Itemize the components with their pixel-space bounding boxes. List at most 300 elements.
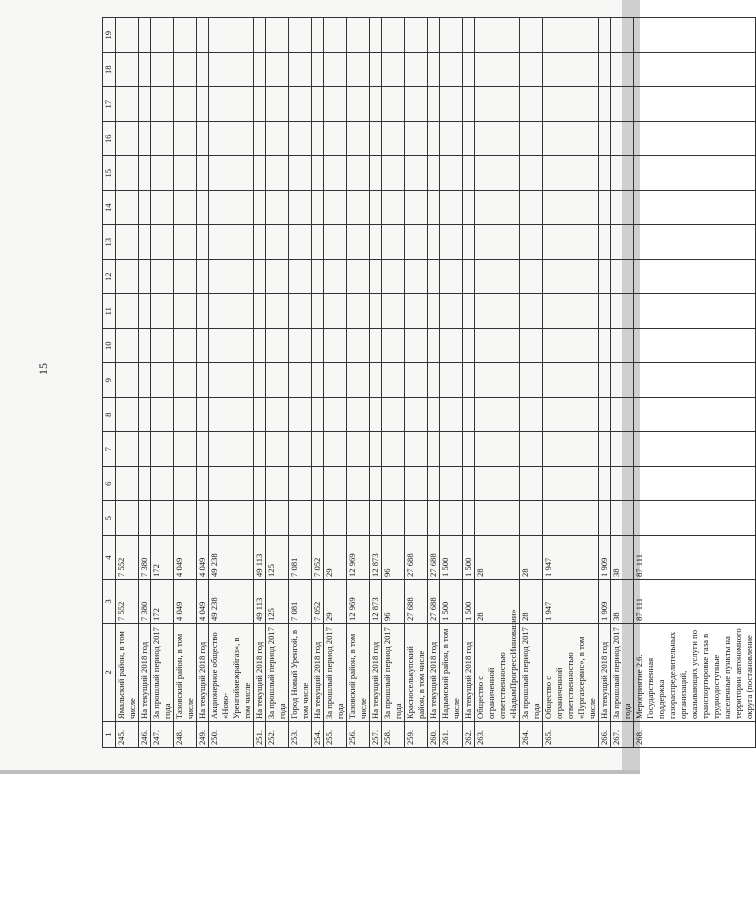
empty-cell	[312, 87, 324, 122]
empty-cell	[312, 225, 324, 260]
empty-cell	[463, 432, 475, 467]
empty-cell	[174, 260, 197, 295]
column-header: 12	[103, 260, 116, 295]
empty-cell	[197, 501, 209, 536]
empty-cell	[174, 18, 197, 53]
empty-cell	[463, 87, 475, 122]
empty-cell	[599, 191, 611, 226]
empty-cell	[405, 432, 428, 467]
header-row	[103, 18, 116, 748]
empty-cell	[428, 363, 440, 398]
scan-edge	[0, 770, 640, 774]
empty-cell	[209, 501, 254, 536]
empty-cell	[116, 398, 139, 433]
empty-cell	[520, 225, 543, 260]
empty-cell	[382, 363, 405, 398]
empty-cell	[347, 122, 370, 157]
empty-cell	[543, 53, 599, 88]
value-col-3: 4 049	[197, 580, 209, 624]
empty-cell	[254, 191, 266, 226]
row-name: За прошлый период 2017 года	[151, 624, 174, 722]
empty-cell	[599, 467, 611, 502]
empty-cell	[543, 501, 599, 536]
empty-cell	[139, 501, 151, 536]
empty-cell	[520, 467, 543, 502]
empty-cell	[209, 18, 254, 53]
empty-cell	[543, 398, 599, 433]
empty-cell	[405, 260, 428, 295]
empty-cell	[370, 225, 382, 260]
empty-cell	[382, 53, 405, 88]
value-col-3: 27 688	[405, 580, 428, 624]
empty-cell	[611, 18, 634, 53]
value-col-4: 12 873	[370, 536, 382, 580]
empty-cell	[209, 225, 254, 260]
table-row	[347, 18, 370, 748]
value-col-3: 7 552	[116, 580, 139, 624]
table-row	[324, 18, 347, 748]
empty-cell	[324, 225, 347, 260]
value-col-3: 28	[475, 580, 520, 624]
empty-cell	[370, 260, 382, 295]
row-number: 264.	[520, 722, 543, 748]
table-row	[266, 18, 289, 748]
empty-cell	[611, 294, 634, 329]
empty-cell	[463, 18, 475, 53]
empty-cell	[289, 398, 312, 433]
empty-cell	[347, 53, 370, 88]
empty-cell	[347, 329, 370, 364]
empty-cell	[197, 122, 209, 157]
empty-cell	[475, 432, 520, 467]
empty-cell	[254, 501, 266, 536]
value-col-3: 7 380	[139, 580, 151, 624]
empty-cell	[266, 122, 289, 157]
empty-cell	[324, 53, 347, 88]
empty-cell	[289, 87, 312, 122]
empty-cell	[440, 191, 463, 226]
empty-cell	[599, 53, 611, 88]
value-col-4: 7 052	[312, 536, 324, 580]
empty-cell	[634, 432, 756, 467]
empty-cell	[347, 260, 370, 295]
empty-cell	[440, 18, 463, 53]
value-col-4: 38	[611, 536, 634, 580]
empty-cell	[324, 294, 347, 329]
empty-cell	[116, 53, 139, 88]
empty-cell	[174, 122, 197, 157]
empty-cell	[116, 87, 139, 122]
empty-cell	[209, 467, 254, 502]
empty-cell	[324, 191, 347, 226]
row-name: Мероприятие 2.6. Государственная поддержка газораспределительных организаций, оказывающих услуги по транспортировке газа в труднодоступные населенные пункты на территории автономного округа (постановление	[634, 624, 756, 722]
empty-cell	[289, 53, 312, 88]
empty-cell	[543, 18, 599, 53]
column-header: 19	[103, 18, 116, 53]
empty-cell	[382, 467, 405, 502]
empty-cell	[151, 53, 174, 88]
row-number: 256.	[347, 722, 370, 748]
empty-cell	[440, 225, 463, 260]
column-header: 5	[103, 501, 116, 536]
row-number: 250.	[209, 722, 254, 748]
row-name: Акционерное общество «Ново-Уренгоймежрайгаз», в том числе	[209, 624, 254, 722]
table-row	[520, 18, 543, 748]
empty-cell	[405, 501, 428, 536]
row-name: За прошлый период 2017 года	[382, 624, 405, 722]
empty-cell	[324, 398, 347, 433]
empty-cell	[405, 18, 428, 53]
row-number: 267.	[611, 722, 634, 748]
value-col-4: 28	[475, 536, 520, 580]
empty-cell	[440, 467, 463, 502]
empty-cell	[475, 467, 520, 502]
table-row	[254, 18, 266, 748]
value-col-3: 49 113	[254, 580, 266, 624]
value-col-4: 12 969	[347, 536, 370, 580]
empty-cell	[139, 398, 151, 433]
row-name: За прошлый период 2017 года	[611, 624, 634, 722]
empty-cell	[266, 53, 289, 88]
empty-cell	[312, 18, 324, 53]
empty-cell	[370, 501, 382, 536]
value-col-4: 7 552	[116, 536, 139, 580]
empty-cell	[151, 432, 174, 467]
empty-cell	[428, 260, 440, 295]
empty-cell	[197, 53, 209, 88]
empty-cell	[634, 191, 756, 226]
empty-cell	[347, 398, 370, 433]
empty-cell	[312, 432, 324, 467]
empty-cell	[475, 156, 520, 191]
empty-cell	[543, 156, 599, 191]
empty-cell	[634, 329, 756, 364]
empty-cell	[139, 260, 151, 295]
empty-cell	[428, 122, 440, 157]
empty-cell	[266, 432, 289, 467]
empty-cell	[475, 18, 520, 53]
empty-cell	[611, 122, 634, 157]
value-col-4: 49 113	[254, 536, 266, 580]
column-header: 10	[103, 329, 116, 364]
empty-cell	[151, 260, 174, 295]
row-name: Надымский район, в том числе	[440, 624, 463, 722]
empty-cell	[463, 225, 475, 260]
empty-cell	[266, 156, 289, 191]
row-number: 261.	[440, 722, 463, 748]
empty-cell	[254, 122, 266, 157]
empty-cell	[289, 363, 312, 398]
empty-cell	[611, 501, 634, 536]
empty-cell	[312, 467, 324, 502]
column-header: 2	[103, 624, 116, 722]
empty-cell	[405, 53, 428, 88]
empty-cell	[324, 329, 347, 364]
empty-cell	[370, 191, 382, 226]
empty-cell	[254, 398, 266, 433]
page-number: 15	[36, 363, 50, 375]
empty-cell	[347, 294, 370, 329]
empty-cell	[347, 18, 370, 53]
empty-cell	[151, 156, 174, 191]
empty-cell	[611, 398, 634, 433]
empty-cell	[428, 87, 440, 122]
column-header: 14	[103, 191, 116, 226]
empty-cell	[382, 225, 405, 260]
empty-cell	[209, 294, 254, 329]
empty-cell	[634, 53, 756, 88]
empty-cell	[289, 122, 312, 157]
empty-cell	[174, 53, 197, 88]
value-col-3: 1 947	[543, 580, 599, 624]
empty-cell	[209, 87, 254, 122]
empty-cell	[266, 329, 289, 364]
empty-cell	[382, 156, 405, 191]
empty-cell	[599, 87, 611, 122]
empty-cell	[289, 432, 312, 467]
empty-cell	[611, 260, 634, 295]
empty-cell	[405, 363, 428, 398]
empty-cell	[611, 432, 634, 467]
empty-cell	[209, 363, 254, 398]
empty-cell	[151, 122, 174, 157]
empty-cell	[139, 53, 151, 88]
empty-cell	[599, 294, 611, 329]
empty-cell	[440, 432, 463, 467]
row-number: 254.	[312, 722, 324, 748]
table-row	[475, 18, 520, 748]
value-col-4: 4 049	[174, 536, 197, 580]
empty-cell	[197, 398, 209, 433]
column-header: 3	[103, 580, 116, 624]
rotated-table-container	[102, 20, 754, 748]
empty-cell	[116, 260, 139, 295]
empty-cell	[289, 18, 312, 53]
empty-cell	[254, 363, 266, 398]
empty-cell	[116, 225, 139, 260]
empty-cell	[428, 501, 440, 536]
empty-cell	[209, 53, 254, 88]
empty-cell	[440, 156, 463, 191]
empty-cell	[405, 294, 428, 329]
row-number: 245.	[116, 722, 139, 748]
empty-cell	[428, 467, 440, 502]
empty-cell	[475, 122, 520, 157]
empty-cell	[289, 467, 312, 502]
empty-cell	[151, 501, 174, 536]
empty-cell	[312, 53, 324, 88]
empty-cell	[289, 156, 312, 191]
empty-cell	[254, 225, 266, 260]
row-number: 255.	[324, 722, 347, 748]
row-number: 257.	[370, 722, 382, 748]
empty-cell	[312, 122, 324, 157]
empty-cell	[151, 467, 174, 502]
empty-cell	[611, 363, 634, 398]
table-body	[116, 18, 756, 748]
empty-cell	[382, 432, 405, 467]
column-header: 11	[103, 294, 116, 329]
row-name: На текущий 2018 год	[370, 624, 382, 722]
row-number: 258.	[382, 722, 405, 748]
empty-cell	[634, 156, 756, 191]
empty-cell	[405, 398, 428, 433]
row-number: 266.	[599, 722, 611, 748]
row-name: За прошлый период 2017 года	[266, 624, 289, 722]
empty-cell	[599, 398, 611, 433]
value-col-4: 1 947	[543, 536, 599, 580]
empty-cell	[209, 329, 254, 364]
empty-cell	[139, 122, 151, 157]
empty-cell	[440, 122, 463, 157]
empty-cell	[324, 432, 347, 467]
row-name: На текущий 2018 год	[254, 624, 266, 722]
empty-cell	[197, 329, 209, 364]
empty-cell	[151, 225, 174, 260]
empty-cell	[428, 191, 440, 226]
empty-cell	[209, 398, 254, 433]
empty-cell	[599, 432, 611, 467]
value-col-3: 4 049	[174, 580, 197, 624]
empty-cell	[463, 294, 475, 329]
table-row	[197, 18, 209, 748]
empty-cell	[347, 501, 370, 536]
empty-cell	[197, 432, 209, 467]
empty-cell	[428, 225, 440, 260]
value-col-4: 96	[382, 536, 405, 580]
empty-cell	[116, 363, 139, 398]
empty-cell	[289, 294, 312, 329]
column-header: 13	[103, 225, 116, 260]
empty-cell	[440, 329, 463, 364]
empty-cell	[611, 87, 634, 122]
value-col-4: 27 688	[428, 536, 440, 580]
row-name: На текущий 2018 год	[139, 624, 151, 722]
empty-cell	[174, 225, 197, 260]
table-row	[405, 18, 428, 748]
empty-cell	[116, 467, 139, 502]
empty-cell	[463, 53, 475, 88]
empty-cell	[209, 260, 254, 295]
value-col-4: 1 500	[463, 536, 475, 580]
empty-cell	[266, 260, 289, 295]
row-number: 249.	[197, 722, 209, 748]
column-header: 1	[103, 722, 116, 748]
value-col-3: 27 688	[428, 580, 440, 624]
value-col-3: 96	[382, 580, 405, 624]
row-name: Город Новый Уренгой, в том числе	[289, 624, 312, 722]
empty-cell	[266, 294, 289, 329]
empty-cell	[475, 191, 520, 226]
value-col-4: 28	[520, 536, 543, 580]
empty-cell	[151, 363, 174, 398]
empty-cell	[139, 18, 151, 53]
empty-cell	[116, 122, 139, 157]
empty-cell	[116, 156, 139, 191]
empty-cell	[428, 53, 440, 88]
empty-cell	[347, 467, 370, 502]
value-col-3: 1 500	[440, 580, 463, 624]
value-col-3: 87 111	[634, 580, 756, 624]
empty-cell	[324, 87, 347, 122]
empty-cell	[324, 18, 347, 53]
empty-cell	[312, 329, 324, 364]
empty-cell	[475, 363, 520, 398]
empty-cell	[324, 467, 347, 502]
value-col-3: 7 081	[289, 580, 312, 624]
empty-cell	[324, 122, 347, 157]
row-number: 260.	[428, 722, 440, 748]
empty-cell	[599, 156, 611, 191]
value-col-3: 7 052	[312, 580, 324, 624]
empty-cell	[116, 18, 139, 53]
empty-cell	[428, 432, 440, 467]
value-col-4: 87 111	[634, 536, 756, 580]
column-header: 17	[103, 87, 116, 122]
empty-cell	[463, 122, 475, 157]
row-number: 253.	[289, 722, 312, 748]
empty-cell	[174, 329, 197, 364]
empty-cell	[440, 87, 463, 122]
value-col-4: 1 909	[599, 536, 611, 580]
empty-cell	[139, 329, 151, 364]
empty-cell	[174, 432, 197, 467]
row-name: Общество с ограниченной ответственностью «НадымПрогрессИнновации»	[475, 624, 520, 722]
empty-cell	[543, 363, 599, 398]
empty-cell	[370, 87, 382, 122]
empty-cell	[520, 53, 543, 88]
empty-cell	[634, 225, 756, 260]
value-col-3: 49 238	[209, 580, 254, 624]
empty-cell	[599, 122, 611, 157]
empty-cell	[139, 432, 151, 467]
empty-cell	[254, 156, 266, 191]
empty-cell	[611, 191, 634, 226]
empty-cell	[543, 467, 599, 502]
empty-cell	[197, 467, 209, 502]
empty-cell	[599, 18, 611, 53]
column-header: 7	[103, 432, 116, 467]
empty-cell	[347, 87, 370, 122]
row-name: На текущий 2018 год	[312, 624, 324, 722]
value-col-3: 12 969	[347, 580, 370, 624]
empty-cell	[463, 329, 475, 364]
empty-cell	[475, 294, 520, 329]
value-col-4: 1 500	[440, 536, 463, 580]
empty-cell	[611, 53, 634, 88]
table-row	[634, 18, 756, 748]
row-name: На текущий 2018 год	[428, 624, 440, 722]
empty-cell	[428, 156, 440, 191]
empty-cell	[324, 260, 347, 295]
empty-cell	[254, 87, 266, 122]
row-name: Тазовский район, в том числе	[347, 624, 370, 722]
empty-cell	[116, 501, 139, 536]
table-row	[611, 18, 634, 748]
empty-cell	[405, 191, 428, 226]
empty-cell	[634, 467, 756, 502]
empty-cell	[611, 156, 634, 191]
empty-cell	[289, 191, 312, 226]
empty-cell	[463, 363, 475, 398]
empty-cell	[463, 260, 475, 295]
empty-cell	[116, 191, 139, 226]
empty-cell	[475, 53, 520, 88]
empty-cell	[174, 398, 197, 433]
empty-cell	[197, 18, 209, 53]
empty-cell	[599, 501, 611, 536]
value-col-3: 1 500	[463, 580, 475, 624]
